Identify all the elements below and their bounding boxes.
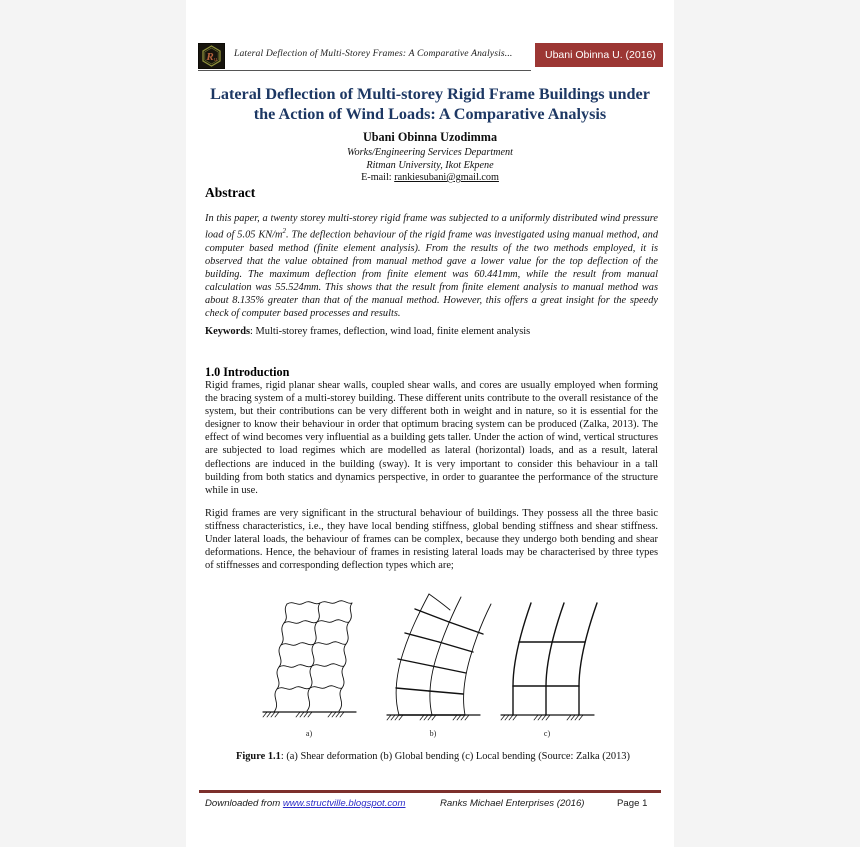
email-link[interactable]: rankiesubani@gmail.com (394, 172, 499, 183)
author-name: Ubani Obinna Uzodimma (362, 130, 498, 144)
running-header-title: Lateral Deflection of Multi-Storey Frames: A Comparative Analysis... (234, 48, 513, 59)
figure-panel-a-label: a) (305, 729, 313, 738)
footer-site-link[interactable]: www.structville.blogspot.com (282, 798, 406, 809)
abstract-superscript: 2 (282, 227, 286, 236)
keywords-line (205, 326, 658, 337)
introduction-paragraph-1: Rigid frames, rigid planar shear walls, coupled shear walls, and cores are usually employed when forming the bracing system of a multi-storey building. These different units contribute to the overall resistance of the system, but their contributions can be very different both in weight and in nature, so it is essential for the designer to know their behaviour in order that optimum bracing system can be produced (Zalka, 2013). The effect of wind becomes very influential as a building gets taller. Under the action of wind, vertical structures are subjected to load regimes which are modelled as lateral (horizontal) loads, and as a result, lateral deflections are induced in the building (sway). It is very important to consider this behaviour in a tall building from both statics and dynamics perspective, in order to guarantee the performance of the structure while in use. (205, 380, 658, 496)
keywords-label: Keywords (205, 326, 251, 337)
abstract-text-part2: . The deflection behaviour of the rigid frame was investigated using manual method, and computer based method (finite element analysis). From the results of the two methods employed, it is observed that the value obtained from manual method gave a lower value for the top deflection of the building. The maximum deflection from finite element was 60.441mm, while the result from manual calculation was 55.524mm. This shows that the result from finite element analysis to manual method was about 8.135% greater than that of the manual method. However, this offers a great insight for the speedy check of computer based processes and results. (205, 229, 659, 320)
footer-page-number: Page 1 (617, 798, 648, 809)
figure-panel-b-label: b) (429, 729, 437, 738)
figure-caption-text: : (a) Shear deformation (b) Global bending (c) Local bending (Source: Zalka (2013) (280, 751, 630, 762)
introduction-paragraph-2: Rigid frames are very significant in the structural behaviour of buildings. They possess all the three basic stiffness characteristics, i.e., they have local bending stiffness, global bending stiffness and shear stiffness. Under lateral loads, the behaviour of frames can be complex, because they undergo both bending and shear deformations. Hence, the behaviour of frames in resisting lateral loads may be characterised by three types of stiffnesses and corresponding deflection types which are; (205, 508, 658, 572)
author-affiliation (205, 147, 655, 172)
footer-download-label: Downloaded from (205, 798, 283, 809)
svg-text:u: u (214, 57, 217, 63)
figure-panel-c-label: c) (543, 729, 551, 738)
author-institution: Ritman University, Ikot Ekpene (366, 159, 494, 171)
page-title: Lateral Deflection of Multi-storey Rigid Frame Buildings under the Action of Wind Loads: A Comparative Analysis (210, 85, 650, 123)
running-header-badge: Ubani Obinna U. (2016) (535, 43, 663, 67)
author-email-line (205, 172, 655, 183)
introduction-heading: 1.0 Introduction (205, 365, 290, 379)
footer-download-text (205, 798, 406, 809)
footer-divider-rule (199, 790, 661, 793)
figure-caption (236, 750, 636, 763)
abstract-text-part1: In this paper, a twenty storey multi-storey rigid frame was subjected to a uniformly distributed wind pressure load of 5.05 KN/m (205, 213, 658, 241)
svg-text:R: R (206, 51, 214, 63)
abstract-body (205, 212, 658, 320)
keywords-separator: : (250, 326, 256, 337)
abstract-heading: Abstract (205, 185, 256, 200)
running-header (198, 43, 663, 67)
footer-publisher: Ranks Michael Enterprises (2016) (440, 798, 585, 809)
email-label: E-mail: (361, 172, 392, 183)
author-department: Works/Engineering Services Department (347, 147, 513, 158)
figure-1-1-image (251, 585, 610, 742)
figure-caption-label: Figure 1.1 (236, 751, 281, 762)
keywords-value: Multi-storey frames, deflection, wind load, finite element analysis (255, 326, 531, 337)
page-footer (205, 795, 661, 815)
header-divider-rule (198, 70, 531, 71)
ritman-hexagon-logo-icon (198, 43, 225, 69)
